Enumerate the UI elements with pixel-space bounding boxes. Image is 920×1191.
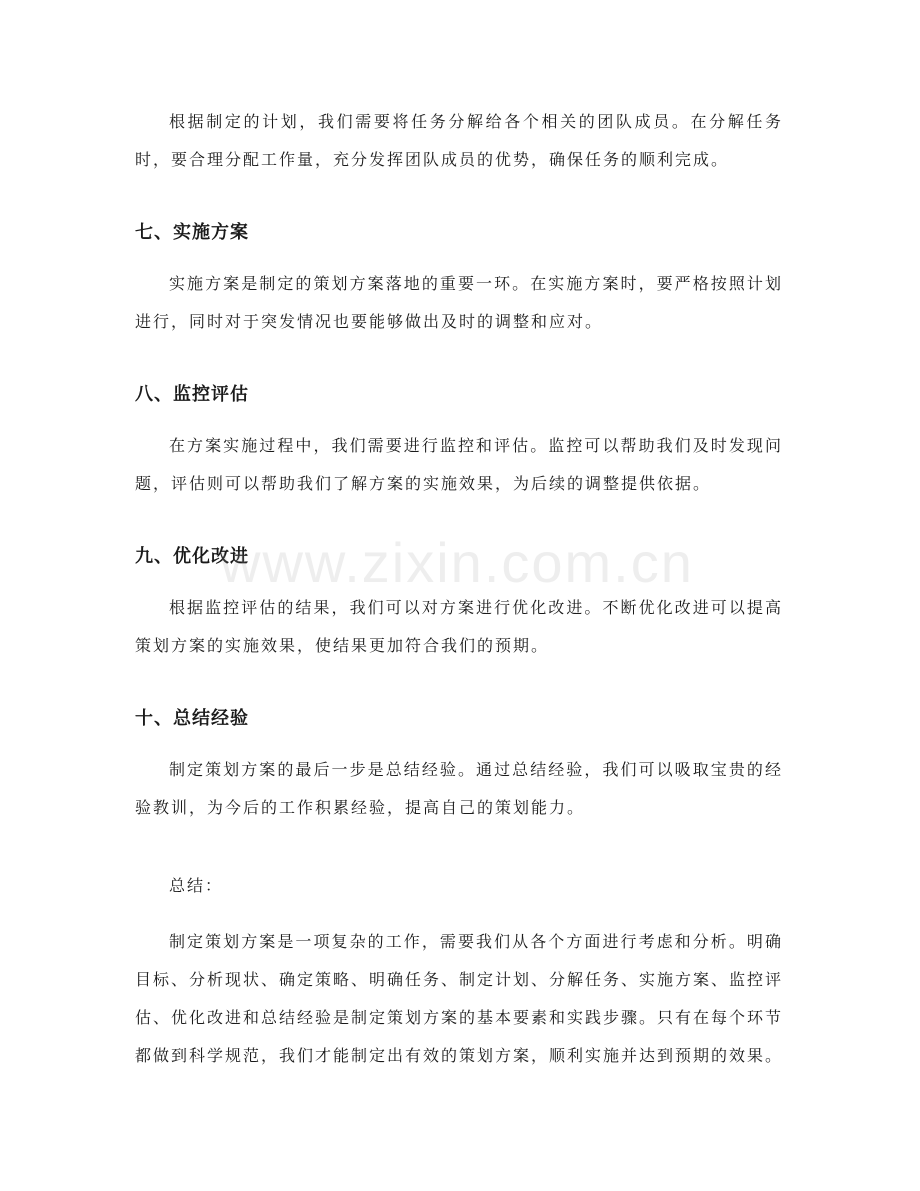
heading-monitoring: 八、监控评估 — [135, 384, 249, 405]
paragraph-summary: 制定策划方案是一项复杂的工作，需要我们从各个方面进行考虑和分析。明确目标、分析现状、确定策略、明确任务、制定计划、分解任务、实施方案、监控评估、优化改进和总结经验是制定策划方案的基本要素和实践步骤。只有在每个环节都做到科学规范，我们才能制定出有效的策划方案，顺利实施并达到预期的效果。 — [135, 932, 784, 1065]
paragraph-optimization: 根据监控评估的结果，我们可以对方案进行优化改进。不断优化改进可以提高策划方案的实施效果，使结果更加符合我们的预期。 — [135, 598, 783, 655]
paragraph-monitoring: 在方案实施过程中，我们需要进行监控和评估。监控可以帮助我们及时发现问题，评估则可以帮助我们了解方案的实施效果，为后续的调整提供依据。 — [135, 436, 783, 493]
summary-label: 总结： — [169, 876, 224, 895]
paragraph-task-breakdown: 根据制定的计划，我们需要将任务分解给各个相关的团队成员。在分解任务时，要合理分配工作量，充分发挥团队成员的优势，确保任务的顺利完成。 — [135, 112, 783, 169]
paragraph-summary-experience: 制定策划方案的最后一步是总结经验。通过总结经验，我们可以吸取宝贵的经验教训，为今后的工作积累经验，提高自己的策划能力。 — [135, 760, 783, 817]
watermark: www.zixin.com.cn — [220, 531, 694, 594]
heading-optimization: 九、优化改进 — [135, 546, 249, 567]
heading-implementation: 七、实施方案 — [135, 222, 249, 243]
paragraph-implementation: 实施方案是制定的策划方案落地的重要一环。在实施方案时，要严格按照计划进行，同时对于突发情况也要能够做出及时的调整和应对。 — [135, 274, 783, 331]
heading-summary-experience: 十、总结经验 — [135, 708, 249, 729]
document-body — [135, 103, 783, 1115]
